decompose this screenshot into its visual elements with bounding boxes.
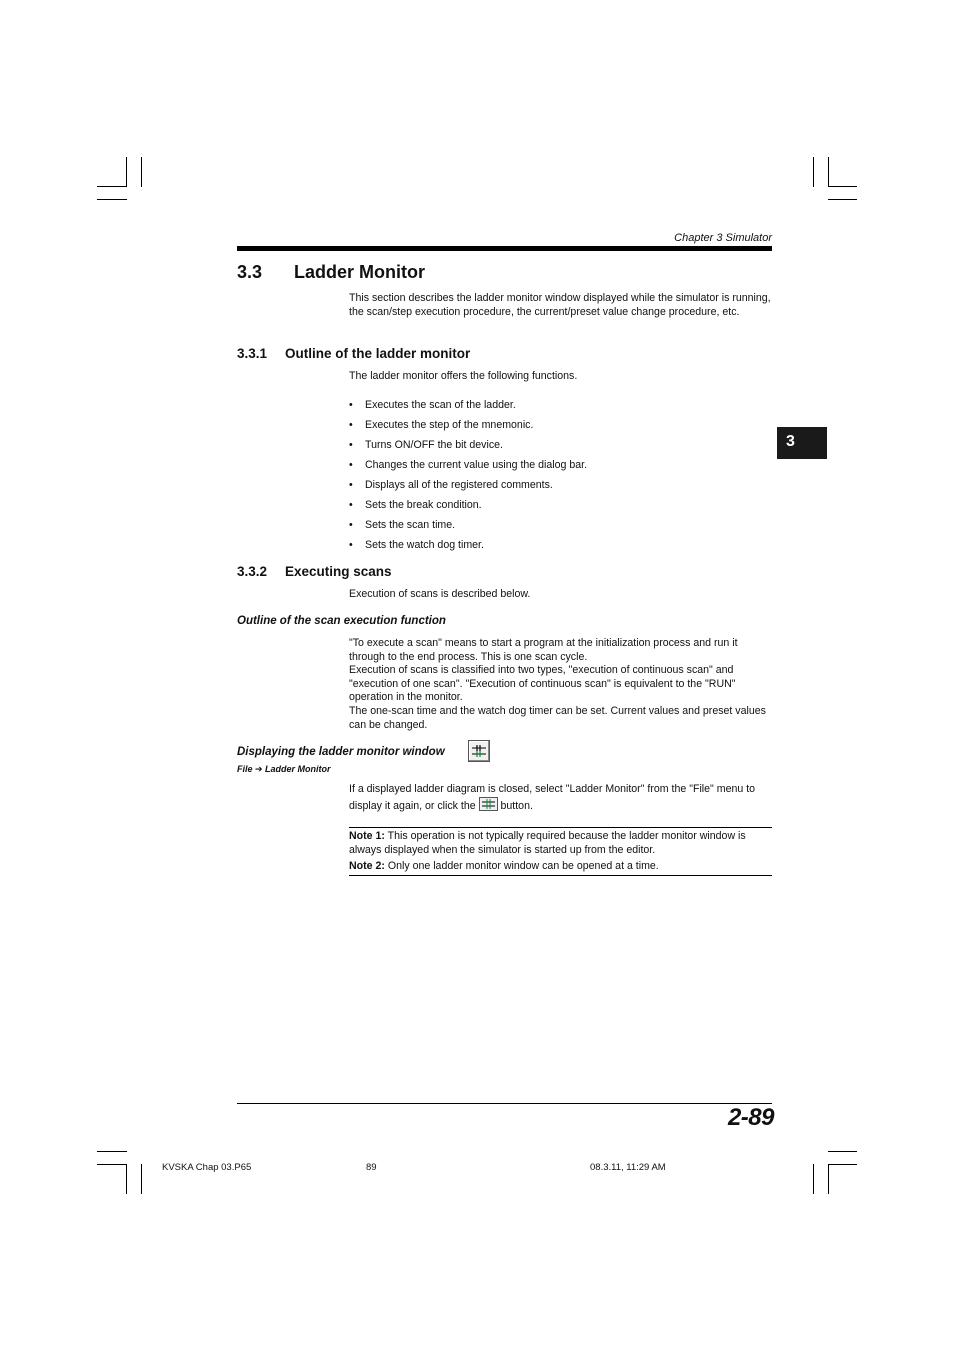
crop-mark bbox=[97, 1151, 127, 1152]
paragraph: Execution of scans is classified into two types, "execution of continuous scan" and "execution of one scan". "Execution of continuous scan" is equivalent to the "RUN" operation in the monitor. bbox=[349, 664, 736, 704]
subsection-intro: The ladder monitor offers the following functions. bbox=[349, 370, 578, 382]
section-intro: This section describes the ladder monitor window displayed while the simulator is running, the scan/step execution procedure, the current/preset value change procedure, etc. bbox=[349, 292, 771, 318]
crop-mark bbox=[97, 199, 127, 200]
chapter-tab bbox=[777, 427, 827, 459]
crop-mark bbox=[813, 157, 814, 187]
list-item: • Executes the scan of the ladder. bbox=[349, 399, 516, 411]
section-title: Ladder Monitor bbox=[294, 262, 425, 282]
list-item: • Sets the break condition. bbox=[349, 499, 482, 511]
ladder-monitor-icon[interactable] bbox=[468, 740, 490, 762]
crop-mark bbox=[97, 1164, 127, 1165]
list-item: • Changes the current value using the dialog bar. bbox=[349, 459, 588, 471]
display-window-text: If a displayed ladder diagram is closed, select "Ladder Monitor" from the "File" menu to display it again, or click the button. bbox=[349, 783, 756, 812]
subsection-number: 3.3.1 bbox=[237, 346, 268, 361]
subsection-title: Executing scans bbox=[285, 564, 392, 579]
section-number: 3.3 bbox=[237, 262, 263, 282]
crop-mark bbox=[141, 157, 142, 187]
ladder-monitor-icon-graphic bbox=[469, 741, 489, 761]
crop-mark bbox=[828, 1164, 829, 1194]
slug-filename: KVSKA Chap 03.P65 bbox=[162, 1162, 252, 1173]
crop-mark bbox=[97, 186, 127, 187]
chapter-tab-label: 3 bbox=[786, 433, 795, 450]
paragraph: The one-scan time and the watch dog timer can be set. Current values and preset values can be changed. bbox=[349, 704, 766, 731]
crop-mark bbox=[828, 1164, 857, 1165]
note-2: Note 2: Only one ladder monitor window can be opened at a time. bbox=[349, 860, 659, 873]
subsection-intro: Execution of scans is described below. bbox=[349, 588, 531, 600]
crop-mark bbox=[828, 1151, 857, 1152]
crop-mark bbox=[813, 1164, 814, 1194]
notes-bottom-rule bbox=[349, 875, 772, 876]
display-window-heading: Displaying the ladder monitor window bbox=[237, 746, 445, 758]
note-1: Note 1: This operation is not typically required because the ladder monitor window is always displayed when the simulator is started up from the editor. bbox=[349, 830, 746, 856]
inline-ladder-monitor-icon[interactable] bbox=[479, 797, 498, 811]
list-item: • Sets the scan time. bbox=[349, 519, 456, 531]
page-number: 2-89 bbox=[727, 1104, 774, 1131]
slug-sheet: 89 bbox=[366, 1162, 377, 1173]
paragraph: "To execute a scan" means to start a program at the initialization process and run it through to the end process. This is one scan cycle. bbox=[349, 637, 738, 663]
outline-scan-text bbox=[349, 637, 772, 732]
crop-mark bbox=[828, 186, 857, 187]
crop-mark bbox=[828, 199, 857, 200]
crop-mark bbox=[141, 1164, 142, 1194]
subsection-title: Outline of the ladder monitor bbox=[285, 346, 471, 361]
subsection-heading-scans bbox=[237, 564, 392, 579]
notes-block bbox=[349, 830, 772, 874]
slug-timestamp: 08.3.11, 11:29 AM bbox=[590, 1162, 666, 1173]
crop-mark bbox=[828, 157, 829, 187]
outline-scan-heading: Outline of the scan execution function bbox=[237, 615, 446, 627]
crop-mark bbox=[126, 1164, 127, 1194]
menu-path: File ➔ Ladder Monitor bbox=[237, 764, 331, 774]
list-item: • Displays all of the registered comments. bbox=[349, 479, 553, 491]
section-heading bbox=[237, 262, 425, 283]
function-list bbox=[349, 397, 772, 557]
subsection-number: 3.3.2 bbox=[237, 564, 268, 579]
notes-top-rule bbox=[349, 827, 772, 828]
header-rule bbox=[237, 246, 772, 251]
list-item: • Sets the watch dog timer. bbox=[349, 539, 484, 551]
list-item: • Turns ON/OFF the bit device. bbox=[349, 439, 503, 451]
running-header: Chapter 3 Simulator bbox=[674, 232, 772, 244]
subsection-heading-outline bbox=[237, 346, 470, 361]
crop-mark bbox=[126, 157, 127, 187]
list-item: • Executes the step of the mnemonic. bbox=[349, 419, 534, 431]
